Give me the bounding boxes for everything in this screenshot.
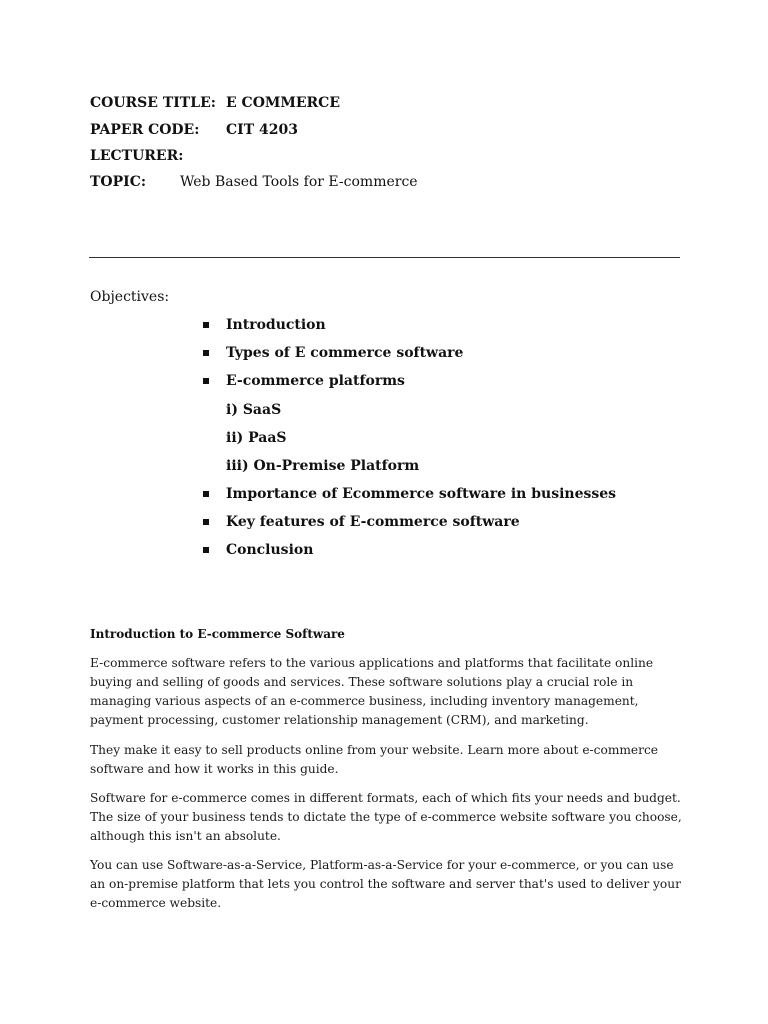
paragraph	[90, 741, 682, 779]
bullet-icon	[203, 322, 209, 328]
objective-subitem: i) SaaS	[226, 402, 282, 418]
paragraph-line: E-commerce software refers to the various applications and platforms that facilitate online	[90, 656, 654, 670]
objective-item: Conclusion	[226, 542, 314, 558]
paragraph	[90, 856, 682, 913]
paragraph-line: Software for e-commerce comes in different formats, each of which fits your needs and budget.	[90, 791, 681, 805]
objective-item: Types of E commerce software	[226, 345, 464, 361]
bullet-icon	[203, 547, 209, 553]
objective-item: E-commerce platforms	[226, 373, 405, 389]
paper-code-label: PAPER CODE:	[90, 122, 200, 138]
paragraph-line: payment processing, customer relationship management (CRM), and marketing.	[90, 713, 589, 727]
bullet-icon	[203, 378, 209, 384]
objective-item: Introduction	[226, 317, 326, 333]
paragraph-line: an on-premise platform that lets you control the software and server that's used to deliver your	[90, 877, 681, 891]
bullet-icon	[203, 350, 209, 356]
bullet-icon	[203, 519, 209, 525]
section-heading: Introduction to E-commerce Software	[90, 627, 345, 641]
paragraph-line: e-commerce website.	[90, 896, 222, 910]
lecturer-label: LECTURER:	[90, 148, 184, 164]
paragraph-line: although this isn't an absolute.	[90, 829, 281, 843]
objective-subitem: iii) On-Premise Platform	[226, 458, 420, 474]
objective-subitem: ii) PaaS	[226, 430, 287, 446]
paragraph	[90, 789, 682, 846]
course-title-label: COURSE TITLE:	[90, 95, 216, 111]
paper-code-row	[90, 121, 298, 139]
lecturer-row	[90, 147, 183, 165]
paragraph-line: software and how it works in this guide.	[90, 762, 339, 776]
objectives-title: Objectives:	[90, 289, 170, 305]
topic-row	[90, 173, 418, 191]
topic-value: Web Based Tools for E-commerce	[180, 174, 418, 190]
header-divider	[89, 257, 680, 258]
paragraph-line: buying and selling of goods and services. These software solutions play a crucial role in	[90, 675, 634, 689]
course-title-row	[90, 94, 340, 112]
objective-item: Key features of E-commerce software	[226, 514, 520, 530]
paper-code-value: CIT 4203	[226, 122, 298, 138]
paragraph	[90, 654, 682, 730]
topic-label: TOPIC:	[90, 174, 146, 190]
course-title-value: E COMMERCE	[226, 95, 340, 111]
paragraph-line: They make it easy to sell products online from your website. Learn more about e-commerce	[90, 743, 659, 757]
bullet-icon	[203, 491, 209, 497]
objective-item: Importance of Ecommerce software in businesses	[226, 486, 617, 502]
paragraph-line: managing various aspects of an e-commerce business, including inventory management,	[90, 694, 639, 708]
paragraph-line: The size of your business tends to dictate the type of e-commerce website software you choose,	[90, 810, 682, 824]
paragraph-line: You can use Software-as-a-Service, Platform-as-a-Service for your e-commerce, or you can use	[90, 858, 674, 872]
